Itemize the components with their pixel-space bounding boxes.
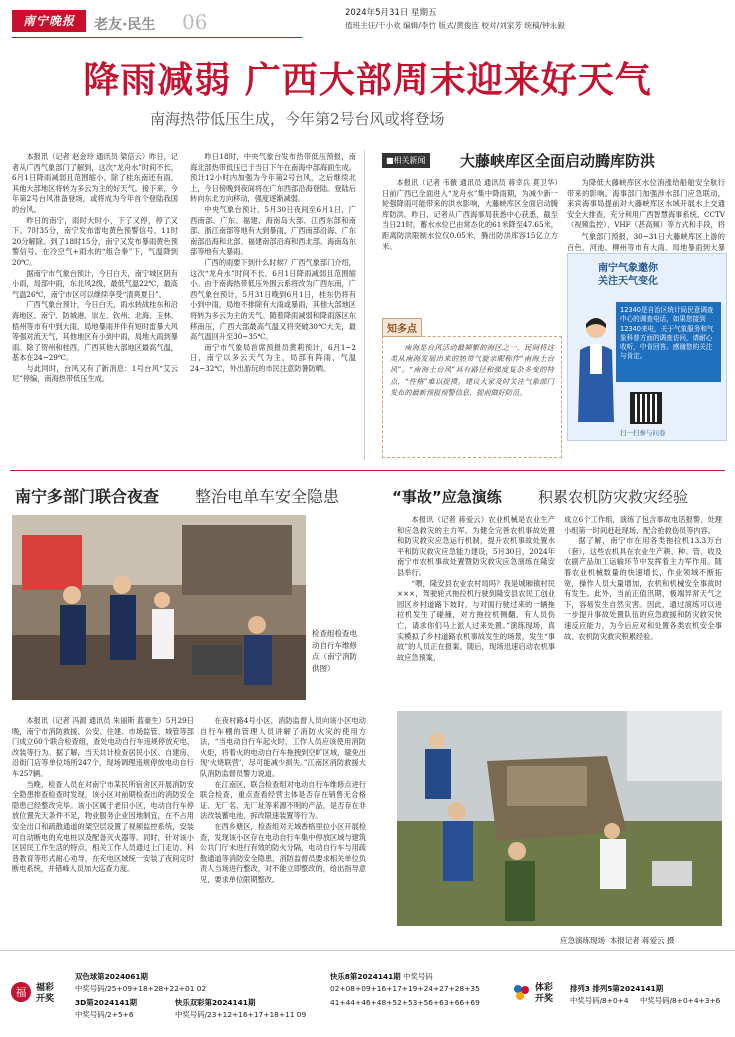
section3-subtitle: 积累农机防灾救灾经验 [538,488,689,506]
weather-survey-poster [567,253,727,441]
paragraph: 为降低大藤峡库区水位消涨给船舶安全航行带来的影响，海事部门加强涉水部门应急联动，来宾海事局提前对大藤峡库区水域开展水上交通安全大排查，充分利用广西智慧海事系统、CCTV（视频监控）、VHF（甚高频）等方式和手段，将 [567,178,725,230]
drill-scene-icon [397,711,722,926]
paragraph: 昨日的南宁，雨时大时小，下了又停，停了又下。7时35分，南宁发布雷电黄色预警信号，11时20分解除。到了18时15分，南宁又发布暴雨黄色预警信号。在冷空气+雨水的“组合拳”下，气温降到20℃。 [12,215,178,267]
ssq-title: 双色球第2024061期 [75,972,148,981]
staff-credits: 值班主任/干小欢 编辑/李竹 版式/黄俊连 校对/刘家芳 统稿/钟永毅 [345,21,565,30]
inspection-scene-icon [12,515,306,700]
welfare-lottery-logo-icon [10,981,32,1003]
paragraph: 南宁市气象局首席预报员黄莉预计，6月1~2日，南宁以多云天气为主，局部有阵雨，气温24~32℃，外出游玩的市民注意防暑防晒。 [190,342,356,373]
kl-numbers: 中奖号码/23+12+16+17+18+11 09 [175,1010,307,1019]
d3-title: 3D第2024141期 [75,998,138,1007]
pl-title: 排列3 排列5第2024141期 [570,984,664,993]
paragraph: 气象部门预报，30~31日大藤峡库区上游的百色、河池、柳州等市有大雨、局地暴雨到大暴 [567,232,725,252]
related-news-title: 大藤峡库区全面启动腾库防洪 [460,152,656,170]
section3-col1 [397,515,555,663]
knowledge-box [382,336,562,458]
qr-code-icon[interactable] [630,392,662,424]
lead-article-col1 [12,152,178,385]
section3-col2 [564,515,722,642]
paragraph: 当晚，检查人员在对南宁市某民所宿舍区开展消防安全隐患排查检查时发现，该小区对前期检查出的消防安全隐患已经整改完毕。该小区属于老旧小区，电动自行车停放位置先天条件不足，物业服务企业因地制宜，在不占用安全出口和疏散通道的架空层设置了视频监控系统，安装可自动断电的充电桩以及配备灭火器等。同时，针对该小区居民工作生活的特点，相关工作人员通过上门走访、科普教育等形式耐心劝导，在充电区域统一安装了夜间定时断电系统，并错峰人员加大巡查力度。 [12,779,194,874]
poster-text: 12340是自治区统计局民意调查中心的调查电话，如果您接到12340来电，关于气象服务和气象科普方面的调查访问，请耐心收听，中肯回答。感谢您的关注与肯定。 [616,302,721,382]
d3-numbers: 中奖号码/2+5+6 [75,1010,134,1019]
section2-col2 [200,716,366,886]
drill-photo [397,711,722,926]
main-subhead: 南海热带低压生成，今年第2号台风或将登场 [150,110,445,128]
kl8-numbers: 41+44+46+48+52+53+56+63+66+69 [330,998,480,1007]
section-name: 老友·民生 [94,17,156,33]
paragraph: 在江南区，联合检查组对电动自行车维修点进行联合检查，重点查看经营主体是否存在销售无合格证、无厂名、无厂址等来源不明的产品，是否存在非法改装蓄电池、拆改限速装置等行为。 [200,779,366,821]
lottery-footer [0,950,735,1037]
newspaper-logo: 南宁晚报 [12,10,86,32]
paragraph: 昨日18时，中央气象台发布热带低压预报，南海北部热带低压已于当日下午在南海中部海面生成。预计12小时内加强为今年第2号台风，之后继续北上，今日傍晚到夜间将在广东西部沿海登陆。登陆后转向东北方向移动，强度逐渐减弱。 [190,152,356,204]
issue-date: 2024年5月31日 星期五 [345,8,437,18]
photo-caption: 应急演练现场 本报记者 蒋爱云 摄 [560,936,675,945]
paragraph: 在西乡塘区，检查组对天域香格里拉小区开展检查，发现该小区存在电动自行车集中停放区域与建筑公共门厅未进行有效的防火分隔，电动自行车与用疏散通道等消防安全隐患，消防监督员要求相关单位负责人当场进行整改，对不能立即整改的，给出指导意见，要求单位限期整改。 [200,821,366,884]
knowledge-tag: 知多点 [382,318,422,337]
paragraph: 据南宁市气象台预计，今日白天，南宁城区阴有小雨，局部中雨，东北风2级，最低气温22℃，最高气温26℃，南宁市区可以继续享受“清爽夏日”。 [12,268,178,299]
ssq-numbers: 中奖号码/25+09+18+28+22+01 02 [75,984,207,993]
qr-label: 扫一扫参与问卷 [620,429,666,437]
paragraph: “喂，隆安县农业农村局吗？我是城厢镇村民×××，驾驶轮式拖拉机行驶到隆安县农民工创业园区乡村道路下坡时，与对面行驶过来的一辆拖拉机发生了碰撞，对方拖拉机侧翻，有人员伤亡，请求你们马上派人过来处置。”演练现场，真实模拟了乡村道路农机事故发生的场景，发生“事故”的人员正在报案。随后，现场迅速启动农机事故应急预案， [397,578,555,662]
paragraph: 与此同时，台风又有了新消息：1号台风“艾云尼”停编，南海热带低压生成。 [12,363,178,384]
page-number: 06 [182,10,208,34]
lead-article-col2 [190,152,356,374]
poster-title-line: 关注天气变化 [598,276,658,287]
paragraph: 本报讯（记者 冯源 通讯员 朱丽斯 蓝豪生）5月29日晚，南宁市消防救援、公安、住建、市场监管、城管等部门成立60个联合检查组，查处电动自行车违规停放充电、改装等行为。据了解，当天共计检查居民小区、自建房、沿街门店等单位场所247个，现场调理违规停放电动自行车257辆。 [12,716,194,778]
person-illustration-icon [576,314,616,424]
poster-title-line: 南宁气象邀你 [598,263,658,274]
paragraph: 据了解，南宁市在用各类拖拉机13.3万台（套），这些农机具在农业生产耕、种、管、收及农副产品加工运输环节中发挥着主力军作用。随着农业机械数量的快速增长，作业领域不断拓宽，操作人员大量增加，农机和机械安全事故时有发生。此外，当前正值汛期，极端异常天气之下，容易发生自然灾害。因此，通过演练可以进一步提升事故处置队伍的应急救援和防灾救灾快速反应能力，为今后应对和处置各类农机安全事故、农机防灾救灾积累经验。 [564,536,722,641]
paragraph: 本报讯（记者 韦薇 通讯员 通讯员 蒋幸兵 莫卫华）日前广西已全面进入“龙舟水”集中降雨期，为减少新一轮强降雨可能带来的洪水影响，大藤峡库区全面启动腾库防洪。昨日，记者从广西海事局获悉中心获悉，截至当日21时，蓄水水位已由常态化的61米降至47.65米，距离防洪限制水位仅0.05米，腾出防洪库容15亿立方米。 [382,178,558,251]
paragraph: 成立6个工作组，演练了包含事故电话报警、处理小组第一时间赶赴现场、配合抢救伤员等内容。 [564,515,722,535]
paragraph: 中央气象台预计，5月30日夜间至6月1日，广西南部、广东、福建、海南岛大部、江西东部和南部、浙江南部等地有大到暴雨，广西南部沿海、广东南部沿海和北部、福建南部沿海和西北部、海南岛东部等地有大暴雨。 [190,204,356,257]
masthead [12,8,302,38]
sports-lottery-logo-icon [510,981,532,1003]
inspection-photo [12,515,306,700]
paragraph: 广西的雨要下到什么时候？广西气象部门介绍，这次“龙舟水”时间不长，6月1日降雨减弱且范围缩小。由于南海热带低压外围云系将改为广西东南，广西气象台预计，5月31日晚到6月1日，桂东仍将有小到中雨，局地不排除有大雨或暴雨，其他大部地区将转为多云为主的天气。随着降雨减弱和降雨落区东移南压，广西大部最高气温又将突破30℃大关，最高气温回升至30~35℃。 [190,257,356,342]
pl5-numbers: 中奖号码/8+0+4+3+6 [640,996,721,1005]
knowledge-text: 南海是台风活动最频繁的海区之一。民间将这类从南海发展出来的热带气旋亲昵称作“南海土台风”。“南海土台风”具有路径和强度复杂多变的特点，“性格”难以捉摸。建议大家及时关注气象部门发布的最新预报预警信息，提前做好防范。 [390,343,554,397]
section3-title: “事故”应急演练 [392,488,502,506]
column-divider [364,150,365,460]
section2-title: 南宁多部门联合夜查 [15,487,160,506]
paragraph: 在夜村路4号小区，消防监督人员向该小区电动自行车棚的管理人员讲解了消防火灾的使用方法，“当电动自行车起火时，工作人员应该使用消防火炬，将着火的电动自行车拖拽到空旷区域，避免出现‘火烧联营’，尽可能减少损失。”江南区消防救援大队消防监督员警力说道。 [200,716,366,778]
kl8-title: 快乐8第2024141期 中奖号码 [330,972,433,981]
section2-col1 [12,716,194,875]
kl8-numbers: 02+08+09+16+17+19+24+27+28+35 [330,984,480,993]
pl3-numbers: 中奖号码/8+0+4 [570,996,629,1005]
kl-title: 快乐双彩第2024141期 [175,998,256,1007]
related-news-tag: ■相关新闻 [382,153,430,168]
paragraph: 本报讯（记者 赵金玲 通讯员 梁倍云）昨日，记者从广西气象部门了解到，这次“龙舟水”时间不长，6月1日降雨减弱且范围缩小，除了桂东南还有雨，其他大部地区将转为多云为主的好天气。接下来，今年第2号台风准备登场，或将成为今年首个登陆我国的台风。 [12,152,178,214]
main-headline: 降雨减弱 广西大部周末迎来好天气 [83,60,652,101]
welfare-lottery-mark: 福彩开奖 [36,983,55,1004]
paragraph: 广西气象台预计，今日白天，雨水转战桂东和沿海地区。南宁、防城港、崇左、钦州、北海、玉林、梧州等市有中到大雨，局地暴雨并伴有短时雷暴大风等强对流天气，其他地区有小到中雨，局地大雨到暴雨。除了贺州和桂西，广西其他大部地区最高气温，基本在24~29℃。 [12,300,178,363]
poster-title [598,262,658,288]
related-article-col1 [382,178,558,252]
section2-subtitle: 整治电单车安全隐患 [195,487,340,506]
section-divider [10,470,725,471]
svg-text:福: 福 [15,986,27,999]
paragraph: 本报讯（记者 蒋爱云）农业机械是农业生产和应急救灾的主力军。为健全完善农机事故处置和防灾救灾应急运行机制，提升农机事故处置水平和防灾救灾应急能力建设，5月30日，2024年南宁市农机事故处置暨防灾救灾应急演练在隆安县举行。 [397,515,555,577]
photo-caption: 检查组检查电动自行车维修点（南宁消防供图） [312,629,357,673]
sports-lottery-mark: 体彩开奖 [535,983,554,1004]
related-article-col2 [567,178,725,264]
